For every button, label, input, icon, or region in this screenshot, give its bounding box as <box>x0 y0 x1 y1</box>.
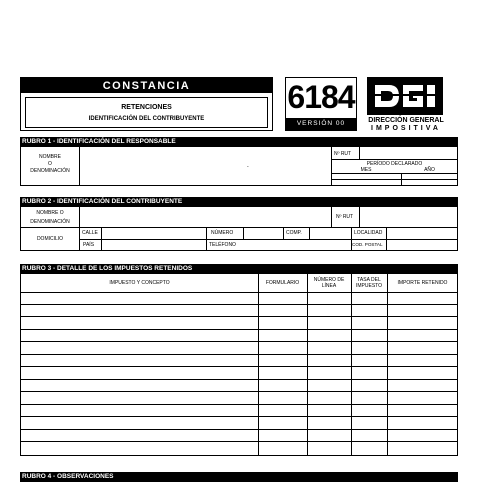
r1-mes-field[interactable] <box>332 174 400 185</box>
r2-calle-field[interactable] <box>102 228 205 239</box>
rubro3-title: RUBRO 3 - DETALLE DE LOS IMPUESTOS RETENIDOS <box>20 264 458 274</box>
r1-nombre-label-2: O <box>48 161 52 167</box>
rubro1-title: RUBRO 1 - IDENTIFICACIÓN DEL RESPONSABLE <box>20 137 458 147</box>
rubro2-box <box>20 207 458 251</box>
table-row[interactable] <box>21 430 457 443</box>
table-row[interactable] <box>21 330 457 343</box>
r1-nombre-label-3: DENOMINACIÓN <box>30 168 70 174</box>
r1-mes-label: MES <box>360 167 372 173</box>
org-line2: IMPOSITIVA <box>371 125 441 132</box>
col-tasa-header-2: IMPUESTO <box>355 283 383 289</box>
form-number-box <box>285 77 357 131</box>
dgi-logo <box>367 77 443 115</box>
r1-periodo-label: PERÍODO DECLARADO <box>366 161 423 167</box>
rubro3-rows <box>21 292 457 455</box>
r2-pais-label: PAÍS <box>83 242 95 248</box>
table-row[interactable] <box>21 417 457 430</box>
subtitle-box <box>25 97 268 128</box>
table-row[interactable] <box>21 380 457 393</box>
col-formulario-header: FORMULARIO <box>265 280 300 286</box>
r1-nombre-label-1: NOMBRE <box>39 154 61 160</box>
rubro3-table <box>20 274 458 456</box>
rubro2-title: RUBRO 2 - IDENTIFICACIÓN DEL CONTRIBUYENTE <box>20 197 458 207</box>
r2-telefono-label: TELÉFONO <box>209 242 236 248</box>
version-label: VERSIÓN 00 <box>286 118 356 130</box>
table-row[interactable] <box>21 305 457 318</box>
rubro4-title: RUBRO 4 - OBSERVACIONES <box>20 472 458 482</box>
r2-domicilio-label: DOMICILIO <box>36 236 64 242</box>
r2-telefono-field[interactable] <box>244 240 350 250</box>
table-row[interactable] <box>21 442 457 455</box>
r2-rut-field[interactable] <box>360 207 458 226</box>
r1-rut-field[interactable] <box>360 147 458 159</box>
r2-numero-field[interactable] <box>244 228 282 239</box>
col-linea-header-2: LÍNEA <box>321 283 337 289</box>
r1-rut-label: Nº RUT <box>334 151 352 157</box>
table-row[interactable] <box>21 405 457 418</box>
header-title-box <box>20 77 273 131</box>
r2-rut-label: Nº RUT <box>336 214 354 220</box>
org-name <box>366 117 446 133</box>
table-row[interactable] <box>21 342 457 355</box>
r2-cod-postal-label: COD. POSTAL <box>352 242 383 247</box>
identificacion-subtitle: IDENTIFICACIÓN DEL CONTRIBUYENTE <box>88 116 205 122</box>
col-tasa-header-1: TASA DEL <box>357 277 381 283</box>
constancia-title: CONSTANCIA <box>21 78 272 93</box>
col-importe-header: IMPORTE RETENIDO <box>397 280 448 286</box>
r1-center-dot: - <box>247 164 249 170</box>
table-row[interactable] <box>21 292 457 305</box>
r2-localidad-label: LOCALIDAD <box>354 230 383 236</box>
retenciones-subtitle: RETENCIONES <box>121 104 172 111</box>
r2-nombre-field[interactable] <box>80 207 330 226</box>
r1-anio-label: AÑO <box>424 167 435 173</box>
r2-pais-field[interactable] <box>102 240 205 250</box>
dgi-logo-icon <box>367 77 443 115</box>
col-impuesto-header: IMPUESTO Y CONCEPTO <box>109 280 170 286</box>
org-line1: DIRECCIÓN GENERAL <box>368 117 444 124</box>
col-linea-header-1: NÚMERO DE <box>313 277 345 283</box>
r2-nombre-label-1: NOMBRE O <box>36 210 64 216</box>
r2-nombre-label-2: DENOMINACIÓN <box>30 219 70 225</box>
r2-cod-postal-field[interactable] <box>387 240 458 250</box>
table-row[interactable] <box>21 317 457 330</box>
r2-calle-label: CALLE <box>82 230 98 236</box>
r2-comp-field[interactable] <box>310 228 350 239</box>
table-row[interactable] <box>21 392 457 405</box>
r1-nombre-field[interactable] <box>80 147 330 185</box>
r2-numero-label: NÚMERO <box>211 230 234 236</box>
table-row[interactable] <box>21 367 457 380</box>
r2-localidad-field[interactable] <box>387 228 458 239</box>
r2-comp-label: COMP. <box>286 230 302 236</box>
form-number: 6184 <box>287 79 355 115</box>
table-row[interactable] <box>21 355 457 368</box>
r1-anio-field[interactable] <box>402 174 458 185</box>
rubro1-box <box>20 147 458 186</box>
